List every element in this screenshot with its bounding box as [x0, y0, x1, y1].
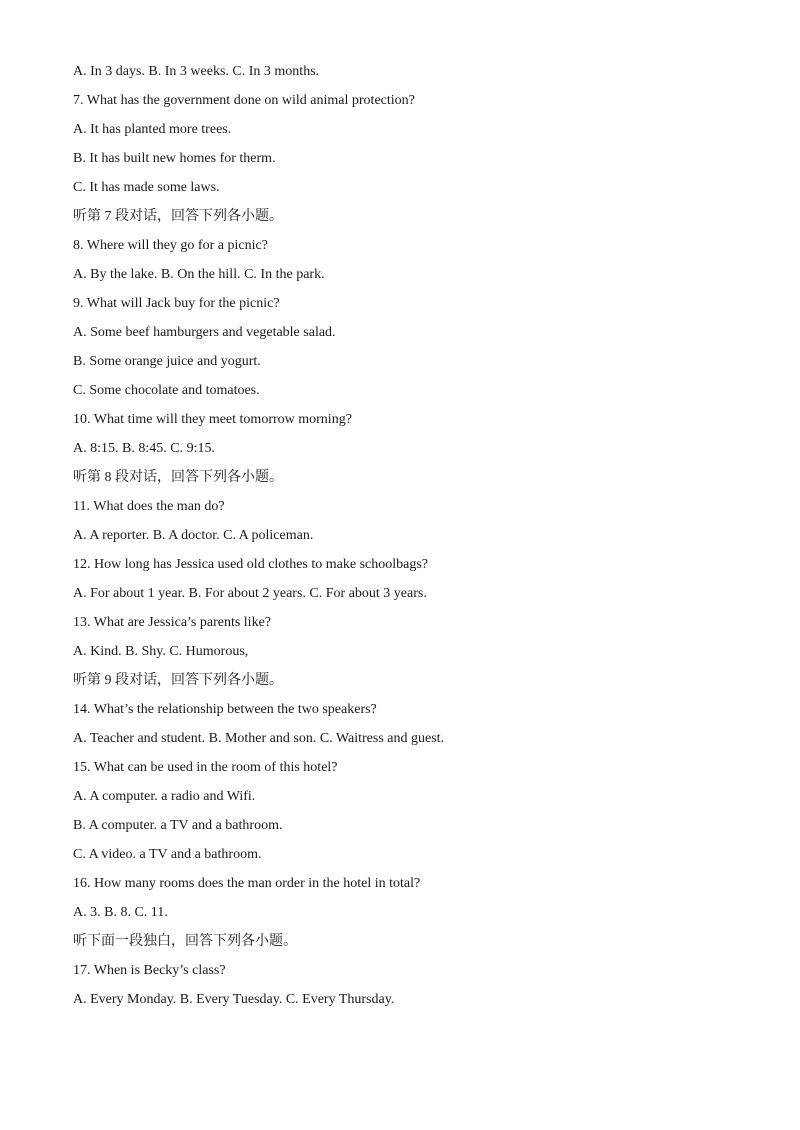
answer-option: C. A video. a TV and a bathroom.	[73, 847, 262, 862]
answer-option: B. Some orange juice and yogurt.	[73, 354, 261, 369]
answer-options-q16: A. 3. B. 8. C. 11.	[73, 905, 168, 920]
question-16: 16. How many rooms does the man order in the hotel in total?	[73, 876, 421, 891]
question-12: 12. How long has Jessica used old clothes to make schoolbags?	[73, 557, 428, 572]
question-14: 14. What’s the relationship between the two speakers?	[73, 702, 377, 717]
section-instruction: 听第 9 段对话，回答下列各小题。	[73, 673, 283, 688]
answer-options-q14: A. Teacher and student. B. Mother and son. C. Waitress and guest.	[73, 731, 445, 746]
section-instruction: 听第 7 段对话，回答下列各小题。	[73, 209, 283, 224]
answer-option: C. Some chocolate and tomatoes.	[73, 383, 260, 398]
answer-option: B. A computer. a TV and a bathroom.	[73, 818, 283, 833]
answer-option: A. It has planted more trees.	[73, 122, 232, 137]
question-13: 13. What are Jessica’s parents like?	[73, 615, 272, 630]
answer-options-q6: A. In 3 days. B. In 3 weeks. C. In 3 months.	[73, 64, 320, 79]
answer-option: A. A computer. a radio and Wifi.	[73, 789, 256, 804]
question-list	[73, 62, 773, 1019]
answer-options-q8: A. By the lake. B. On the hill. C. In the park.	[73, 267, 325, 282]
question-8: 8. Where will they go for a picnic?	[73, 238, 268, 253]
answer-options-q12: A. For about 1 year. B. For about 2 years. C. For about 3 years.	[73, 586, 427, 601]
answer-option: C. It has made some laws.	[73, 180, 220, 195]
question-11: 11. What does the man do?	[73, 499, 225, 514]
question-9: 9. What will Jack buy for the picnic?	[73, 296, 280, 311]
question-10: 10. What time will they meet tomorrow morning?	[73, 412, 352, 427]
answer-option: B. It has built new homes for therm.	[73, 151, 276, 166]
answer-options-q11: A. A reporter. B. A doctor. C. A policeman.	[73, 528, 314, 543]
answer-options-q10: A. 8:15. B. 8:45. C. 9:15.	[73, 441, 215, 456]
answer-options-q13: A. Kind. B. Shy. C. Humorous,	[73, 644, 249, 659]
section-instruction: 听下面一段独白，回答下列各小题。	[73, 934, 297, 949]
question-15: 15. What can be used in the room of this hotel?	[73, 760, 338, 775]
answer-option: A. Some beef hamburgers and vegetable salad.	[73, 325, 336, 340]
question-17: 17. When is Becky’s class?	[73, 963, 226, 978]
question-7: 7. What has the government done on wild animal protection?	[73, 93, 415, 108]
section-instruction: 听第 8 段对话，回答下列各小题。	[73, 470, 283, 485]
answer-options-q17: A. Every Monday. B. Every Tuesday. C. Every Thursday.	[73, 992, 395, 1007]
